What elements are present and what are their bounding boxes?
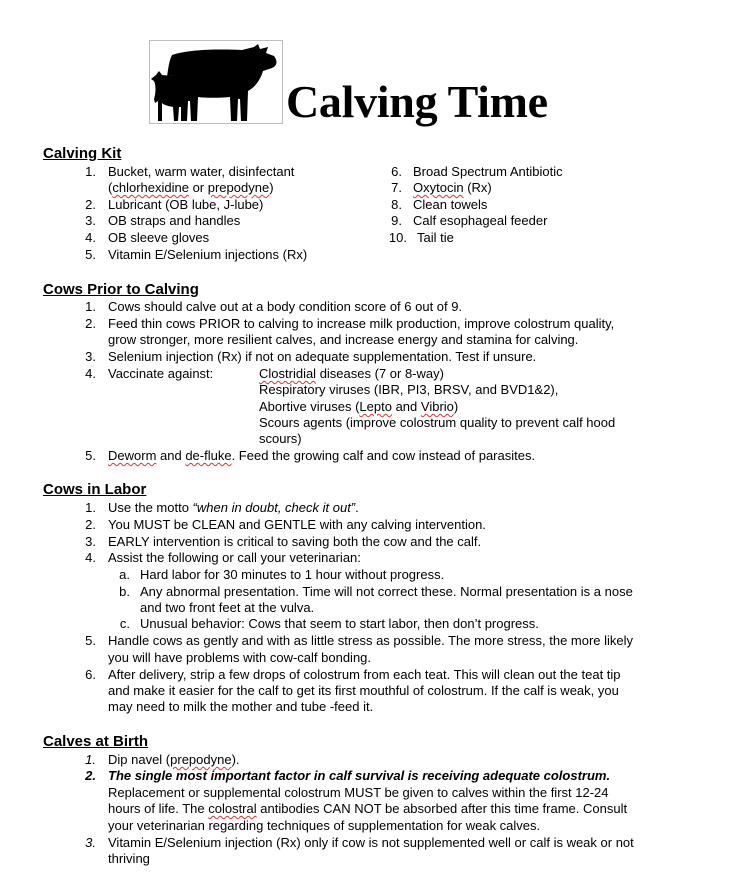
vaccine-item: Scours agents (improve colostrum quality to prevent calf hood xyxy=(259,415,616,430)
list-number: 10. xyxy=(388,230,407,245)
list-item-text-continued: you will have problems with cow-calf bonding. xyxy=(108,650,372,665)
list-number: 2. xyxy=(85,316,96,331)
list-item-text-continued: hours of life. The colostral antibodies CAN NOT be absorbed after this time frame. Consult xyxy=(108,801,628,816)
list-item-text: Deworm and de-fluke. Feed the growing calf and cow instead of parasites. xyxy=(108,448,536,463)
list-number: 1. xyxy=(85,500,96,515)
sublist-item-text: Unusual behavior: Cows that seem to start labor, then don’t progress. xyxy=(140,616,539,631)
list-item-text: Use the motto “when in doubt, check it out”. xyxy=(108,500,359,515)
sublist-item-text: Any abnormal presentation. Time will not correct these. Normal presentation is a nose xyxy=(140,584,633,599)
vaccine-item-continued: scours) xyxy=(259,431,302,446)
list-item-text: Clean towels xyxy=(413,197,488,212)
list-item-text-continued: Replacement or supplemental colostrum MUST be given to calves within the first 12-24 xyxy=(108,785,609,800)
list-item-text-continued: and make it easier for the calf to get its first mouthful of colostrum. If the calf is weak, you xyxy=(108,683,619,698)
list-item-text: OB sleeve gloves xyxy=(108,230,210,245)
vaccine-item: Clostridial diseases (7 or 8-way) xyxy=(259,366,444,381)
list-item-text: Dip navel (prepodyne). xyxy=(108,752,240,767)
list-number: 2. xyxy=(85,517,96,532)
list-number: 8. xyxy=(391,197,402,212)
list-number: 3. xyxy=(85,349,96,364)
page-title: Calving Time xyxy=(286,76,548,127)
list-number: 4. xyxy=(85,230,96,245)
list-item-text-continued: your veterinarian regarding techniques of supplementation for weak calves. xyxy=(108,818,541,833)
list-number: 4. xyxy=(85,366,96,381)
sublist-letter: b. xyxy=(119,584,130,599)
vaccine-item: Abortive viruses (Lepto and Vibrio) xyxy=(259,399,459,414)
sublist-letter: a. xyxy=(119,567,130,582)
list-item-text: Cows should calve out at a body condition score of 6 out of 9. xyxy=(108,299,463,314)
list-item-text: Vitamin E/Selenium injection (Rx) only if cow is not supplemented well or calf is weak or not xyxy=(108,835,634,850)
vaccine-item: Respiratory viruses (IBR, PI3, BRSV, and BVD1&2), xyxy=(259,382,559,397)
list-item-text: Vitamin E/Selenium injections (Rx) xyxy=(108,247,308,262)
list-item-text-continued: thriving xyxy=(108,851,150,866)
list-item-text-continued: (chlorhexidine or prepodyne) xyxy=(108,180,274,195)
list-item-text-emphasis: The single most important factor in calf survival is receiving adequate colostrum. xyxy=(108,768,611,783)
section-heading-calving-kit: Calving Kit xyxy=(43,145,122,162)
section-heading-cows-in-labor: Cows in Labor xyxy=(43,481,147,498)
list-item-text: After delivery, strip a few drops of colostrum from each teat. This will clean out the teat tip xyxy=(108,667,621,682)
list-number: 5. xyxy=(85,448,96,463)
list-number: 1. xyxy=(85,164,96,179)
list-number: 6. xyxy=(391,164,402,179)
sublist-letter: c. xyxy=(119,616,130,631)
list-number: 1. xyxy=(85,299,96,314)
list-item-text: Broad Spectrum Antibiotic xyxy=(413,164,563,179)
list-item-text: Bucket, warm water, disinfectant xyxy=(108,164,295,179)
list-number: 3. xyxy=(85,213,96,228)
logo-frame xyxy=(149,40,283,124)
list-number: 1. xyxy=(85,752,96,767)
sublist-item-text: Hard labor for 30 minutes to 1 hour without progress. xyxy=(140,567,445,582)
list-item-text: Handle cows as gently and with as little stress as possible. The more stress, the more likely xyxy=(108,633,634,648)
list-item-text: Calf esophageal feeder xyxy=(413,213,548,228)
list-number: 3. xyxy=(85,534,96,549)
cow-and-calf-silhouette-icon xyxy=(150,41,282,123)
list-item-text-continued: grow stronger, more resilient calves, and increase energy and stamina for calving. xyxy=(108,332,579,347)
list-item-text: Lubricant (OB lube, J-lube) xyxy=(108,197,264,212)
list-number: 7. xyxy=(391,180,402,195)
section-heading-cows-prior: Cows Prior to Calving xyxy=(43,281,199,298)
list-item-text: OB straps and handles xyxy=(108,213,241,228)
list-item-text: Tail tie xyxy=(417,230,454,245)
list-item-text: Selenium injection (Rx) if not on adequate supplementation. Test if unsure. xyxy=(108,349,537,364)
list-item-text: Assist the following or call your veterinarian: xyxy=(108,550,361,565)
list-number: 2. xyxy=(85,768,96,783)
list-number: 5. xyxy=(85,633,96,648)
list-item-text: EARLY intervention is critical to saving both the cow and the calf. xyxy=(108,534,482,549)
list-number: 2. xyxy=(85,197,96,212)
vaccinate-label: Vaccinate against: xyxy=(108,366,214,381)
section-heading-calves-at-birth: Calves at Birth xyxy=(43,733,149,750)
list-item-text-continued: may need to milk the mother and tube -feed it. xyxy=(108,699,374,714)
list-item-text: You MUST be CLEAN and GENTLE with any calving intervention. xyxy=(108,517,486,532)
list-number: 6. xyxy=(85,667,96,682)
list-number: 4. xyxy=(85,550,96,565)
list-item-text: Feed thin cows PRIOR to calving to increase milk production, improve colostrum quality, xyxy=(108,316,615,331)
list-item-text: Oxytocin (Rx) xyxy=(413,180,492,195)
list-number: 5. xyxy=(85,247,96,262)
sublist-item-text-continued: and two front feet at the vulva. xyxy=(140,600,315,615)
list-number: 9. xyxy=(391,213,402,228)
list-number: 3. xyxy=(85,835,96,850)
